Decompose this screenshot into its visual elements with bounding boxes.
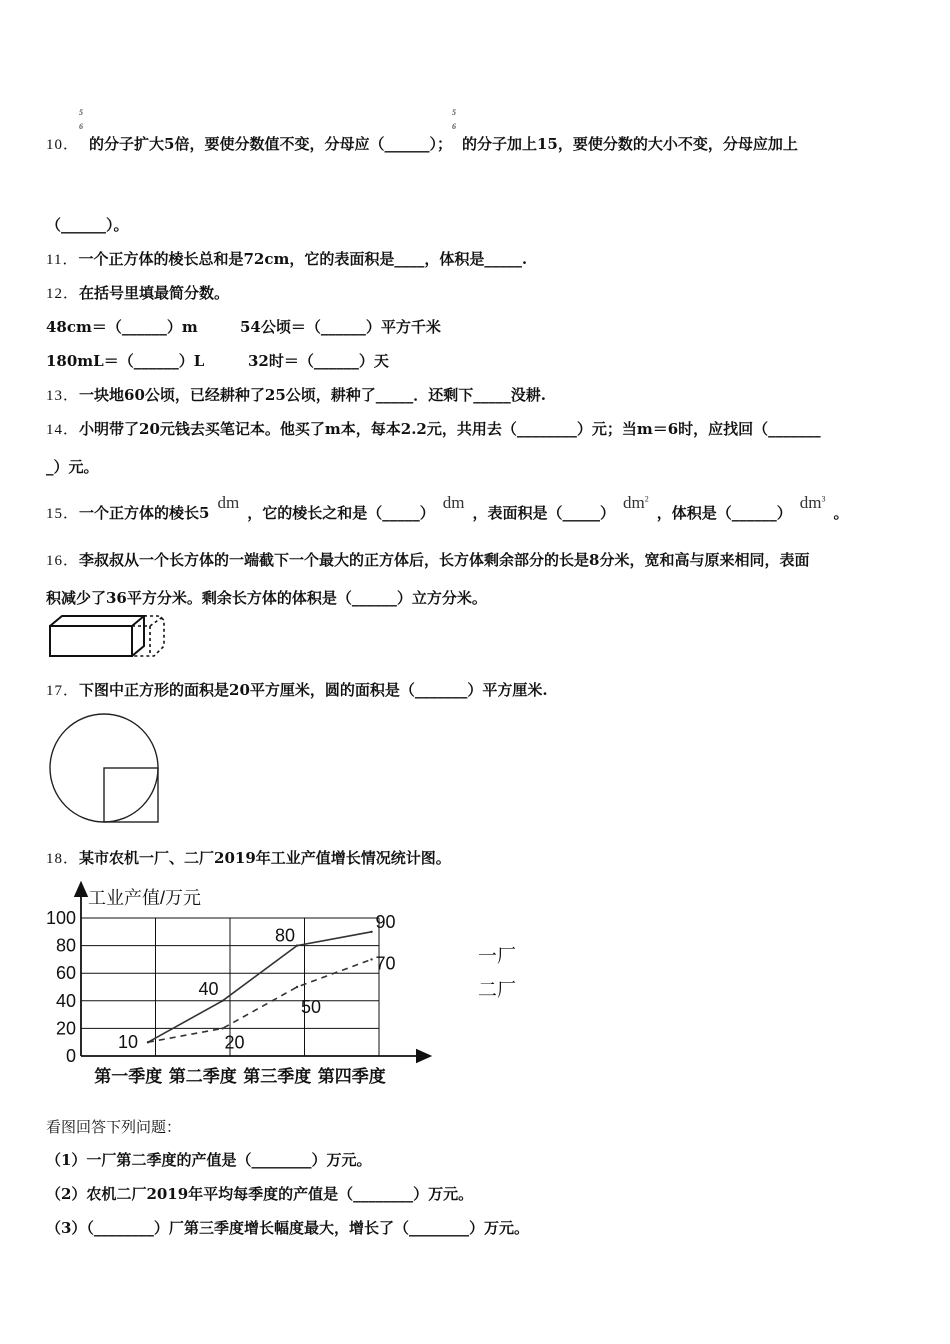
series-point — [221, 1027, 223, 1029]
y-tick-label: 0 — [65, 1046, 76, 1066]
q10-text-a: 的分子扩大5倍，要使分数值不变，分母应（______）； — [89, 135, 452, 153]
q18-sub3: （3）（________）厂第三季度增长幅度最大，增长了（________）万元。 — [46, 1219, 529, 1237]
q15-unit-1: dm — [217, 493, 240, 512]
x-category-label: 第一季度 — [94, 1067, 163, 1087]
q11-number: 11． — [46, 252, 79, 268]
q15-text-3: ，表面积是（_____） — [472, 504, 615, 522]
data-label: 70 — [375, 953, 396, 974]
q15-unit-3: $dm^2$ — [622, 493, 649, 512]
q14 — [46, 418, 821, 439]
q13-number: 13． — [46, 388, 80, 404]
q14-line2: _）元。 — [46, 458, 99, 476]
data-label: 10 — [118, 1032, 139, 1053]
q10-line1 — [46, 108, 798, 154]
q17-circle-square-figure — [46, 712, 164, 824]
q15-text-5: 。 — [833, 504, 849, 522]
q13-text: 一块地60公顷，已经耕种了25公顷，耕种了_____．还剩下_____没耕. — [79, 386, 546, 404]
q18-sub2: （2）农机二厂2019年平均每季度的产值是（________）万元。 — [46, 1185, 474, 1203]
series-point — [370, 931, 372, 933]
q16-line2: 积减少了36平方分米。剩余长方体的体积是（______）立方分米。 — [46, 589, 487, 607]
q18-intro: 看图回答下列问题： — [46, 1118, 182, 1136]
q12-row1-b: 54公顷＝（______）平方千米 — [240, 318, 441, 336]
q14-number: 14． — [46, 422, 80, 438]
q15-text-1: 一个正方体的棱长5 — [79, 504, 210, 522]
q18 — [46, 847, 451, 868]
x-category-label: 第二季度 — [168, 1067, 237, 1087]
production-line-chart — [40, 880, 540, 1090]
q17-text: 下图中正方形的面积是20平方厘米，圆的面积是（_______）平方厘米. — [79, 681, 548, 699]
q16-text: 李叔叔从一个长方体的一端截下一个最大的正方体后，长方体剩余部分的长是8分米，宽和高与原来相同，表面 — [79, 551, 810, 569]
q17-number: 17． — [46, 683, 80, 699]
q15-number: 15． — [46, 506, 80, 522]
q12-row2-a: 180mL＝（______）L — [46, 352, 205, 370]
q14-text: 小明带了20元钱去买笔记本。他买了m本，每本2.2元，共用去（________）元；当m＝6时，应找回（_______ — [79, 420, 821, 438]
x-category-label: 第四季度 — [317, 1067, 386, 1087]
q18-text: 某市农机一厂、二厂2019年工业产值增长情况统计图。 — [79, 849, 451, 867]
q13 — [46, 384, 546, 405]
data-label: 80 — [275, 925, 296, 946]
q15-unit-2: dm — [442, 493, 465, 512]
q16-number: 16． — [46, 553, 80, 569]
series-line-1 — [148, 932, 371, 1042]
legend-item: 二厂 — [478, 979, 517, 1001]
data-label: 20 — [224, 1032, 245, 1053]
q10-number: 10． — [46, 137, 80, 153]
q17 — [46, 679, 548, 700]
y-tick-label: 60 — [55, 963, 76, 984]
q11 — [46, 248, 527, 269]
y-tick-label: 80 — [55, 935, 76, 956]
series-point — [296, 986, 298, 988]
q15-text-2: ，它的棱长之和是（_____） — [247, 504, 435, 522]
q12-text: 在括号里填最简分数。 — [79, 284, 230, 302]
series-point — [221, 1000, 223, 1002]
data-label: 50 — [301, 997, 322, 1017]
series-point — [147, 1041, 149, 1043]
q18-sub1: （1）一厂第二季度的产值是（________）万元。 — [46, 1151, 372, 1169]
legend-item: 一厂 — [478, 945, 517, 967]
x-category-label: 第三季度 — [243, 1067, 312, 1087]
q15 — [46, 493, 849, 523]
q12-row2-b: 32时＝（______）天 — [248, 352, 389, 370]
series-point — [370, 958, 372, 960]
series-point — [296, 944, 298, 946]
q10-fraction-1: 5 6 — [79, 108, 84, 131]
y-tick-label: 100 — [45, 908, 76, 928]
q11-text: 一个正方体的棱长总和是72cm，它的表面积是____，体积是_____. — [78, 250, 528, 268]
square-shape — [104, 768, 158, 822]
q15-text-4: ，体积是（______） — [656, 504, 792, 522]
y-axis-label: 工业产值/万元 — [88, 888, 202, 908]
q16-cuboid-figure — [46, 612, 171, 664]
y-tick-label: 40 — [55, 990, 76, 1011]
q12 — [46, 282, 229, 303]
q16 — [46, 549, 809, 570]
q18-number: 18． — [46, 851, 80, 867]
q12-row1-a: 48cm＝（______）m — [46, 318, 198, 336]
q12-number: 12． — [46, 286, 80, 302]
data-label: 40 — [198, 978, 219, 999]
q10-line2: （______）。 — [46, 216, 129, 234]
q10-fraction-2: 5 6 — [451, 108, 456, 131]
data-label: 90 — [375, 911, 396, 932]
q10-text-b: 的分子加上15，要使分数的大小不变，分母应加上 — [461, 135, 798, 153]
y-tick-label: 20 — [55, 1018, 76, 1039]
q15-unit-4: $dm^3$ — [799, 493, 826, 512]
